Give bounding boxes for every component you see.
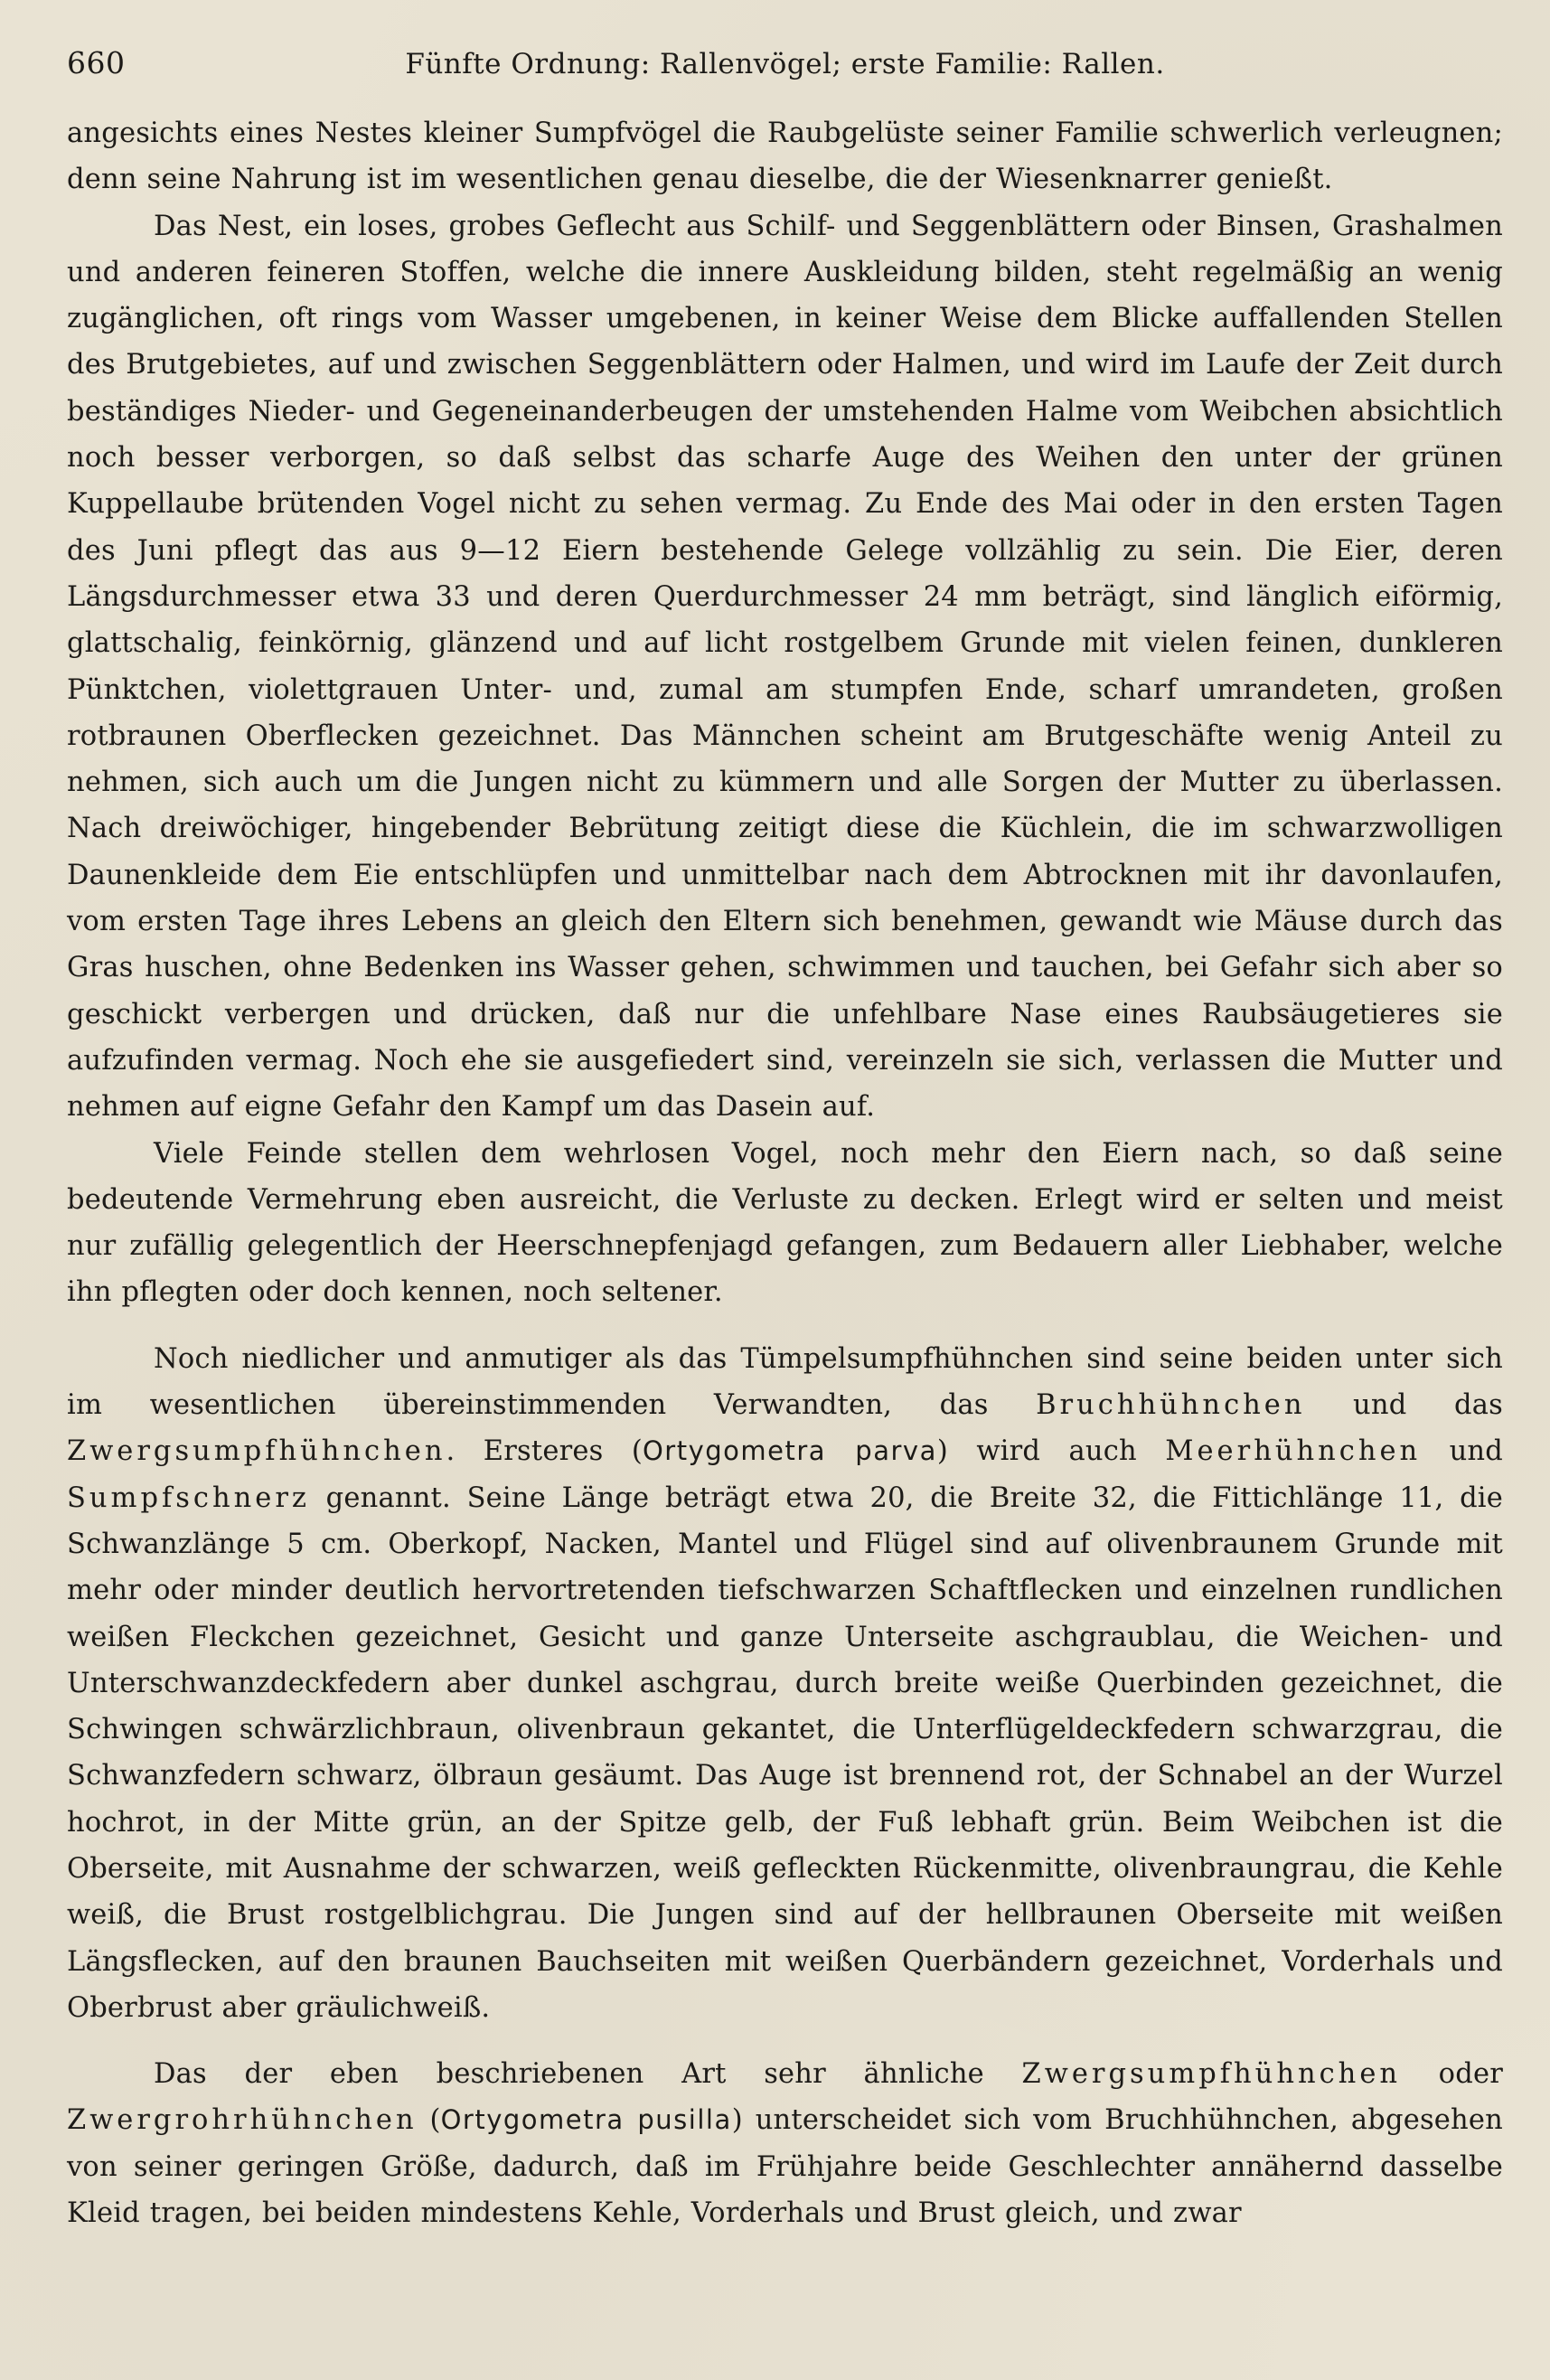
text-run: genannt. Seine Länge beträgt etwa 20, die Breite 32, die Fittichlänge 11, die Schwanzlänge 5 cm. Oberkopf, Nacken, Mantel und Flügel sind auf olivenbraunem Grunde mit mehr oder minder deutlich hervortretenden tiefschwarzen Schaftflecken und einzelnen rundlichen weißen Fleckchen gezeichnet, Gesicht und ganze Unterseite aschgraublau, die Weichen- und Unterschwanzdeckfedern aber dunkel aschgrau, durch breite weiße Querbinden gezeichnet, die Schwingen schwärzlichbraun, olivenbraun gekantet, die Unterflügeldeckfedern schwarzgrau, die Schwanzfedern schwarz, ölbraun gesäumt. Das Auge ist brennend rot, der Schnabel an der Wurzel hochrot, in der Mitte grün, an der Spitze gelb, der Fuß lebhaft grün. Beim Weibchen ist die Oberseite, mit Ausnahme der schwarzen, weiß gefleckten Rückenmitte, olivenbraungrau, die Kehle weiß, die Brust rostgelblichgrau. Die Jungen sind auf der hellbraunen Oberseite mit weißen Längsflecken, auf den braunen Bauchseiten mit weißen Querbändern gezeichnet, Vorderhals und Oberbrust aber gräulichweiß. — [67, 1482, 1503, 2024]
body-text — [67, 110, 1503, 2236]
paragraph-5 — [67, 2051, 1503, 2236]
text-run: und das — [1305, 1389, 1503, 1422]
species-name: Meerhühnchen — [1165, 1435, 1422, 1468]
text-run: . Ersteres ( — [446, 1435, 643, 1468]
species-name: Zwergsumpfhühnchen — [1021, 2058, 1402, 2091]
running-title: Fünfte Ordnung: Rallenvögel; erste Familie: Rallen. — [405, 48, 1165, 80]
paragraph-3: Viele Feinde stellen dem wehrlosen Vogel, noch mehr den Eiern nach, so daß seine bedeutende Vermehrung eben ausreicht, die Verluste zu decken. Erlegt wird er selten und meist nur zufällig gelegentlich der Heerschnepfenjagd gefangen, zum Bedauern aller Liebhaber, welche ihn pflegten oder doch kennen, noch seltener. — [67, 1137, 1503, 1309]
page-number: 660 — [67, 45, 126, 80]
text-run: Noch niedlicher und anmutiger als das Tümpelsumpfhühnchen sind seine beiden unter sich im wesentlichen übereinstimmenden Verwandten, das — [67, 1342, 1503, 1422]
text-run: ( — [417, 2104, 441, 2137]
paragraph-4 — [67, 1336, 1503, 2031]
text-run: ) unterscheidet sich vom Bruchhühnchen, abgesehen von seiner geringen Größe, dadurch, daß im Frühjahre beide Geschlechter annähernd dasselbe Kleid tragen, bei beiden mindestens Kehle, Vorderhals und Brust gleich, und zwar — [67, 2104, 1503, 2230]
paragraph-2: Das Nest, ein loses, grobes Geflecht aus Schilf- und Seggenblättern oder Binsen, Grashalmen und anderen feineren Stoffen, welche die innere Auskleidung bilden, steht regelmäßig an wenig zugänglichen, oft rings vom Wasser umgebenen, in keiner Weise dem Blicke auffallenden Stellen des Brutgebietes, auf und zwischen Seggenblättern oder Halmen, und wird im Laufe der Zeit durch beständiges Nieder- und Gegeneinanderbeugen der umstehenden Halme vom Weibchen absichtlich noch besser verborgen, so daß selbst das scharfe Auge des Weihen den unter der grünen Kuppellaube brütenden Vogel nicht zu sehen vermag. Zu Ende des Mai oder in den ersten Tagen des Juni pflegt das aus 9—12 Eiern bestehende Gelege vollzählig zu sein. Die Eier, deren Längsdurchmesser etwa 33 und deren Querdurchmesser 24 mm beträgt, sind länglich eiförmig, glattschalig, feinkörnig, glänzend und auf licht rostgelbem Grunde mit vielen feinen, dunkleren Pünktchen, violettgrauen Unter- und, zumal am stumpfen Ende, scharf umrandeten, großen rotbraunen Oberflecken gezeichnet. Das Männchen scheint am Brutgeschäfte wenig Anteil zu nehmen, sich auch um die Jungen nicht zu kümmern und alle Sorgen der Mutter zu überlassen. Nach dreiwöchiger, hingebender Bebrütung zeitigt diese die Küchlein, die im schwarzwolligen Daunenkleide dem Eie entschlüpfen und unmittelbar nach dem Abtrocknen mit ihr davonlaufen, vom ersten Tage ihres Lebens an gleich den Eltern sich benehmen, gewandt wie Mäuse durch das Gras huschen, ohne Bedenken ins Wasser gehen, schwimmen und tauchen, bei Gefahr sich aber so geschickt verbergen und drücken, daß nur die unfehlbare Nase eines Raubsäugetieres sie aufzufinden vermag. Noch ehe sie ausgefiedert sind, vereinzeln sie sich, verlassen die Mutter und nehmen auf eigne Gefahr den Kampf um das Dasein auf. — [67, 210, 1503, 1124]
text-run: ) wird auch — [936, 1435, 1166, 1468]
text-run: und — [1421, 1435, 1504, 1468]
species-name: Zwergsumpfhühnchen — [67, 1435, 446, 1468]
running-head — [67, 45, 1503, 99]
latin-name: Ortygometra pusilla — [440, 2104, 732, 2136]
species-name: Zwergrohrhühnchen — [67, 2104, 418, 2137]
latin-name: Ortygometra parva — [642, 1435, 937, 1467]
species-name: Bruchhühnchen — [1036, 1389, 1306, 1422]
species-name: Sumpfschnerz — [67, 1482, 310, 1514]
paragraph-1: angesichts eines Nestes kleiner Sumpfvögel die Raubgelüste seiner Familie schwerlich verleugnen; denn seine Nahrung ist im wesentlichen genau dieselbe, die der Wiesenknarrer genießt. — [67, 118, 1503, 196]
text-run: Das der eben beschriebenen Art sehr ähnliche — [154, 2058, 1022, 2091]
text-run: oder — [1401, 2058, 1503, 2091]
